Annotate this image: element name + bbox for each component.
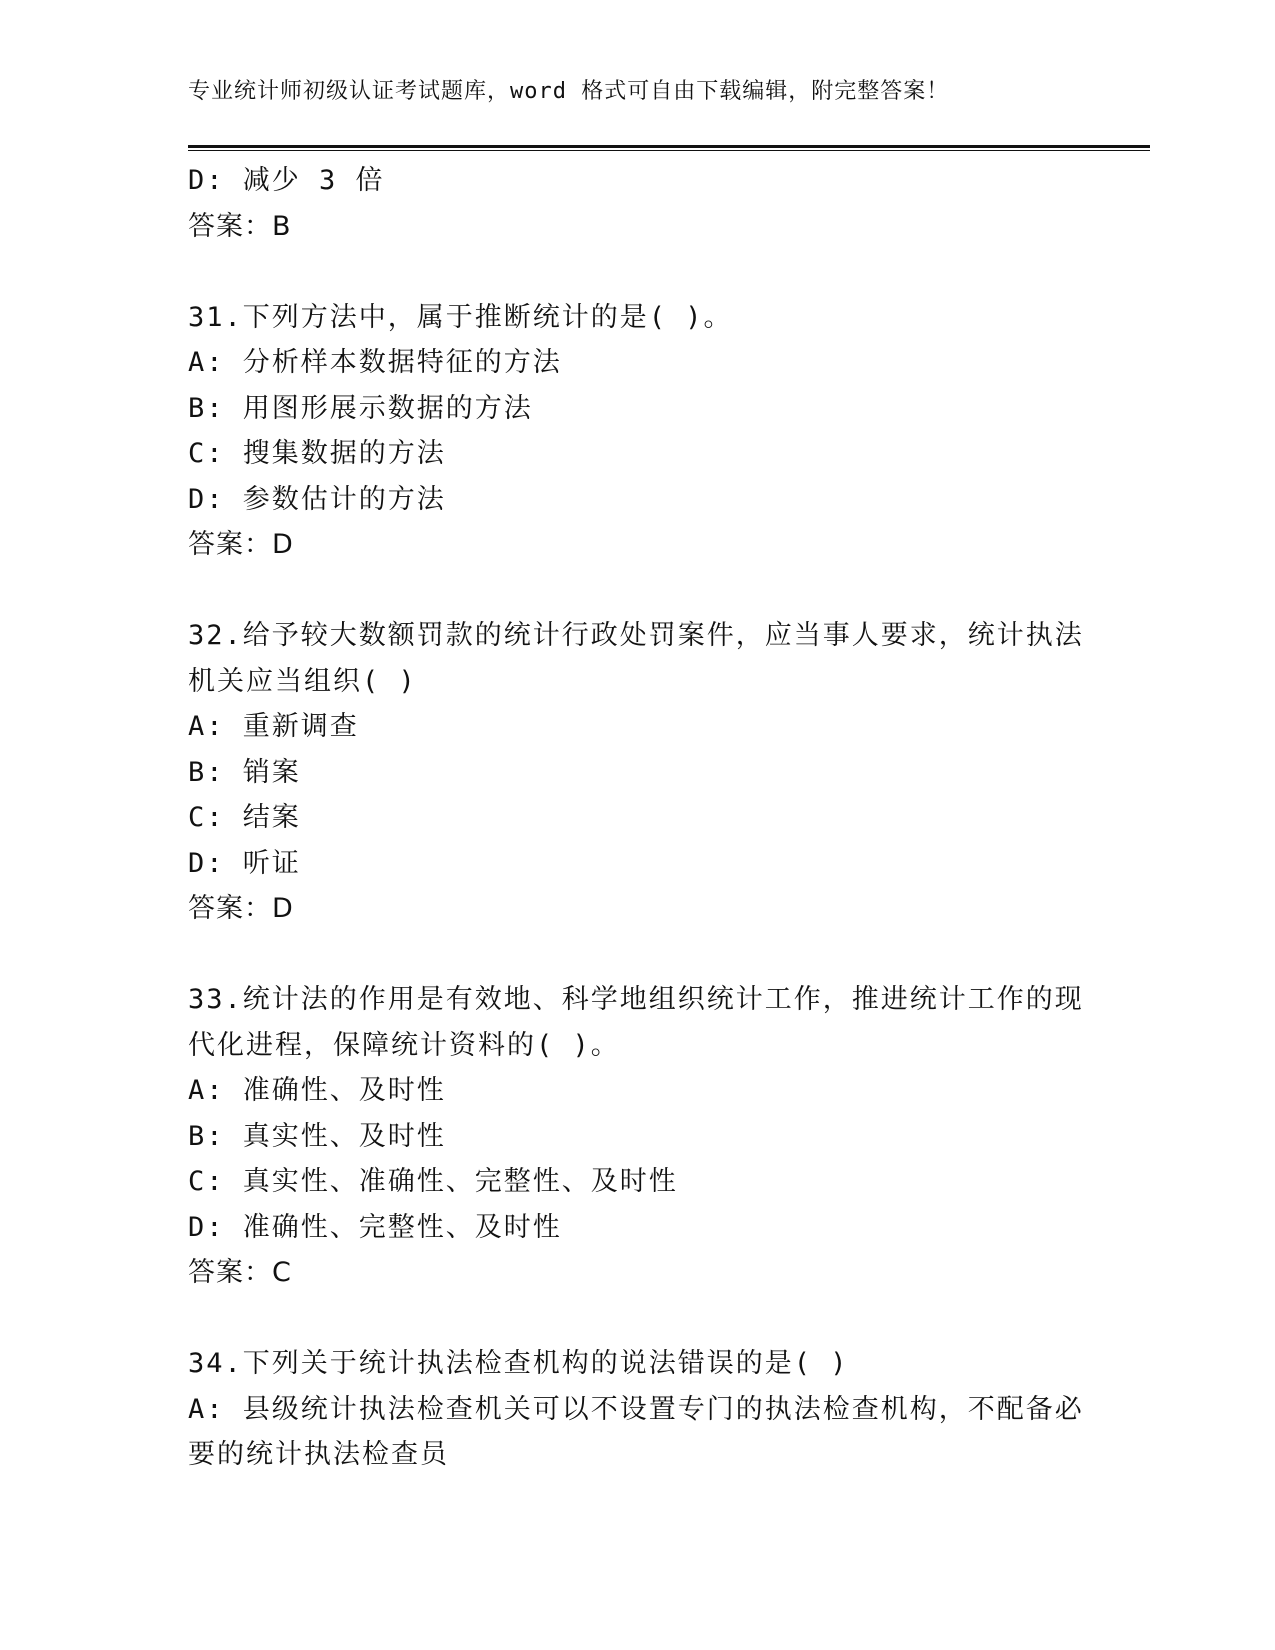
option-d: D: 听证 [188,847,301,879]
header-rule-thin [188,150,1150,151]
header-rule-thick [188,145,1150,148]
answer: 答案：D [188,529,294,560]
question-32 [188,613,1088,932]
spacer [188,249,1088,295]
option-b: B: 真实性、及时性 [188,1120,446,1152]
spacer [188,568,1088,614]
option-d: D: 参数估计的方法 [188,483,446,515]
question-text-line-1: 32.给予较大数额罚款的统计行政处罚案件，应当事人要求，统计执法 [188,620,1084,651]
answer: 答案：C [188,1257,292,1288]
question-text-line-2: 机关应当组织( ) [188,665,417,697]
spacer [188,1296,1088,1342]
option-d: D: 准确性、完整性、及时性 [188,1211,562,1243]
option-a: A: 重新调查 [188,711,359,742]
option-a: A: 分析样本数据特征的方法 [188,347,562,378]
option-c: C: 真实性、准确性、完整性、及时性 [188,1166,678,1197]
prev-option-d: D: 减少 3 倍 [188,165,385,196]
option-b: B: 销案 [188,756,301,788]
answer: 答案：D [188,893,294,924]
option-a-line-2: 要的统计执法检查员 [188,1439,449,1470]
question-33 [188,977,1088,1296]
document-body [188,158,1088,1478]
option-c: C: 搜集数据的方法 [188,438,446,469]
question-text-line-1: 33.统计法的作用是有效地、科学地组织统计工作，推进统计工作的现 [188,984,1084,1015]
option-a: A: 准确性、及时性 [188,1075,446,1106]
question-text: 31.下列方法中，属于推断统计的是( )。 [188,301,733,333]
prev-answer: 答案：B [188,210,292,242]
option-b: B: 用图形展示数据的方法 [188,392,533,424]
question-text: 34.下列关于统计执法检查机构的说法错误的是( ) [188,1348,849,1379]
question-31 [188,295,1088,568]
question-text-line-2: 代化进程，保障统计资料的( )。 [188,1029,620,1061]
option-a-line-1: A: 县级统计执法检查机关可以不设置专门的执法检查机构，不配备必 [188,1393,1084,1425]
option-c: C: 结案 [188,802,301,833]
page-header: 专业统计师初级认证考试题库，word 格式可自由下载编辑，附完整答案！ [188,79,950,104]
question-34 [188,1341,1088,1478]
spacer [188,932,1088,978]
